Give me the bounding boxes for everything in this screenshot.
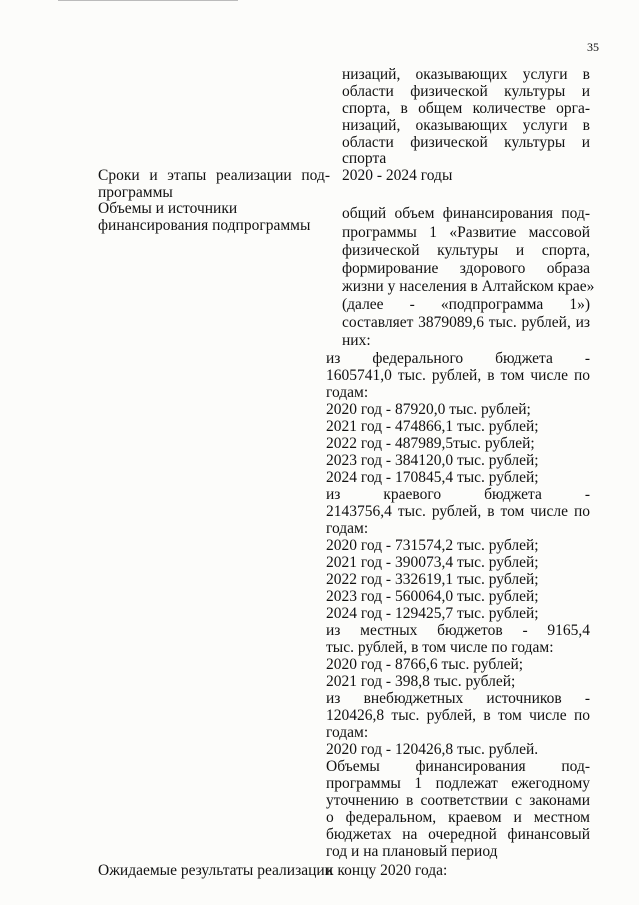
page-number: 35 [587,40,599,54]
value-line: 2143756,4 тыс. рублей, в том числе по [326,503,590,520]
value-line: жизни у населения в Алтайском крае» [342,278,595,295]
value-line: составляет 3879089,6 тыс. рублей, из [342,314,590,331]
row-label-line: Объемы и источники [98,200,238,217]
value-line: 1605741,0 тыс. рублей, в том числе по [326,367,590,384]
value-line: спорта [342,150,387,167]
row-label-line: Ожидаемые результаты реализации [98,862,333,879]
value-line: 2022 год - 487989,5тыс. рублей; [326,435,535,452]
value-line: 2024 год - 129425,7 тыс. рублей; [326,605,539,622]
value-line: Объемы финансирования под- [326,758,590,775]
value-line: 2021 год - 398,8 тыс. рублей; [326,673,516,690]
value-line: тыс. рублей, в том числе по годам: [326,639,554,656]
value-line: 2020 год - 731574,2 тыс. рублей; [326,537,539,554]
value-line: них: [342,332,371,349]
value-line: к концу 2020 года: [326,862,448,879]
value-line: 2022 год - 332619,1 тыс. рублей; [326,571,539,588]
value-line: 2020 год - 120426,8 тыс. рублей. [326,741,539,758]
value-line: год и на плановый период [326,843,498,860]
value-line: 2023 год - 384120,0 тыс. рублей; [326,452,539,469]
value-line: уточнению в соответствии с законами [326,792,590,809]
value-line: годам: [326,520,369,537]
value-line: 2021 год - 390073,4 тыс. рублей; [326,554,539,571]
row-label-line: финансирования подпрограммы [98,217,311,234]
value-line: (далее - «подпрограмма 1») [342,296,590,313]
row-label-line: программы [98,184,173,201]
row-label-line: Сроки и этапы реализации под- [98,167,330,184]
value-line: низаций, оказывающих услуги в [342,117,590,134]
value-line: 2023 год - 560064,0 тыс. рублей; [326,588,539,605]
value-line: 2020 год - 87920,0 тыс. рублей; [326,401,531,418]
value-line: о федеральном, краевом и местном [326,809,590,826]
page-top-border [58,0,238,1]
value-line: 2024 год - 170845,4 тыс. рублей; [326,469,539,486]
value-line: области физической культуры и [342,134,590,151]
value-line: спорта, в общем количестве орга- [342,100,590,117]
value-line: области физической культуры и [342,83,590,100]
value-line: общий объем финансирования под- [342,205,590,222]
value-line: бюджетах на очередной финансовый [326,826,590,843]
value-line: 2020 - 2024 годы [342,167,453,184]
value-line: 120426,8 тыс. рублей, в том числе по [326,707,590,724]
value-line: из краевого бюджета - [326,486,590,503]
value-line: программы 1 «Развитие массовой [342,224,590,241]
value-line: из внебюджетных источников - [326,690,590,707]
value-line: физической культуры и спорта, [342,242,590,259]
value-line: низаций, оказывающих услуги в [342,66,590,83]
value-line: 2021 год - 474866,1 тыс. рублей; [326,418,539,435]
value-line: из федерального бюджета - [326,350,590,367]
value-line: программы 1 подлежат ежегодному [326,775,590,792]
value-line: из местных бюджетов - 9165,4 [326,622,590,639]
value-line: годам: [326,724,369,741]
value-line: годам: [326,384,369,401]
value-line: формирование здорового образа [342,260,590,277]
value-line: 2020 год - 8766,6 тыс. рублей; [326,656,524,673]
